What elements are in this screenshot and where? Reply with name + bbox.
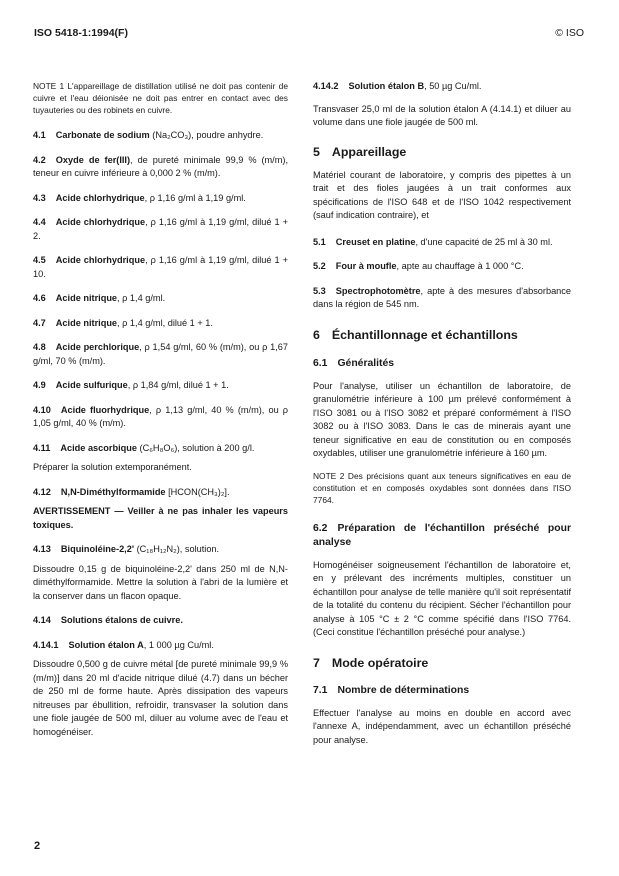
clause-4-7: 4.7 Acide nitrique, ρ 1,4 g/ml, dilué 1 + 1. — [33, 317, 213, 328]
clause-4-11-text: Préparer la solution extemporanément. — [33, 462, 192, 472]
clause-4-6: 4.6 Acide nitrique, ρ 1,4 g/ml. — [33, 293, 166, 303]
page-number: 2 — [34, 840, 41, 852]
clause-4-13-text: Dissoudre 0,15 g de biquinoléine-2,2' dans 250 ml de N,N-diméthylformamide. Mettre la solution à l'abri de la lumière et la conserver dans un flacon opaque. — [33, 563, 288, 601]
clause-4-14-2-text: Transvaser 25,0 ml de la solution étalon A (4.14.1) et diluer au volume dans une fiole jaugée de 500 ml. — [313, 103, 571, 127]
clause-4-9: 4.9 Acide sulfurique, ρ 1,84 g/ml, dilué 1 + 1. — [33, 380, 229, 390]
clause-4-10: 4.10 Acide fluorhydrique, ρ 1,13 g/ml, 40 % (m/m), ou ρ 1,05 g/ml, 40 % (m/m). — [33, 404, 289, 428]
subsection-6-1-text: Pour l'analyse, utiliser un échantillon de laboratoire, de granulométrie inférieure à 100 µm prélevé conformément à l'ISO 3081 ou à l'ISO 3082 et préparé conformément à l'ISO 3082 ou à l'ISO 3083. Dans le cas de minerais ayant une teneur significative en eau de constitution ou en composés oxydables, utiliser une granulométrie inférieure à 160 µm. — [313, 380, 571, 458]
warning-text: AVERTISSEMENT — Veiller à ne pas inhaler les vapeurs toxiques. — [33, 506, 288, 530]
section-5-text: Matériel courant de laboratoire, y compris des pipettes à un trait et des fioles jaugées à un trait conformes aux spécifications de l'ISO 648 et de l'ISO 1042 respectivement (sauf indication contraire), et — [313, 169, 571, 220]
clause-4-5: 4.5 Acide chlorhydrique, ρ 1,16 g/ml à 1,19 g/ml, dilué 1 + 10. — [33, 255, 288, 279]
clause-4-14-2: 4.14.2 Solution étalon B, 50 µg Cu/ml. — [313, 81, 482, 91]
clause-4-1: 4.1 Carbonate de sodium (Na₂CO₃), poudre anhydre. — [33, 130, 264, 140]
section-7-heading: 7 Mode opératoire — [313, 655, 429, 670]
clause-5-1: 5.1 Creuset en platine, d'une capacité de 25 ml à 30 ml. — [313, 236, 553, 247]
clause-4-3: 4.3 Acide chlorhydrique, ρ 1,16 g/ml à 1,19 g/ml. — [33, 192, 246, 203]
subsection-6-1-heading: 6.1 Généralités — [313, 357, 395, 369]
copyright-mark: © ISO — [555, 27, 584, 39]
subsection-6-2-text: Homogénéiser soigneusement l'échantillon de laboratoire et, en y prélevant des incréments multiples, constituer un échantillon pour analyse de telle manière qu'il soit représentatif de la totalité du contenu du récipient. Sécher l'échantillon pour analyse à 105 °C ± 2 °C comme spécifié dans l'ISO 7764. (Ceci constitue l'échantillon préséché pour analyse.) — [313, 559, 571, 637]
clause-4-14-1: 4.14.1 Solution étalon A, 1 000 µg Cu/ml. — [33, 639, 214, 650]
clause-4-8: 4.8 Acide perchlorique, ρ 1,54 g/ml, 60 % (m/m), ou ρ 1,67 g/ml, 70 % (m/m). — [33, 342, 288, 366]
clause-4-11: 4.11 Acide ascorbique (C₆H₈O₆), solution à 200 g/l. — [33, 442, 255, 453]
clause-4-14-1-text: Dissoudre 0,500 g de cuivre métal [de pureté minimale 99,9 % (m/m)] dans 20 ml d'acide nitrique dilué (4.7) dans un bécher de 250 ml de forme haute. Après dissipation des vapeurs nitreuses par ébullition, refroidir, transvaser la solution dans une fiole jaugée de 500 ml, diluer au volume avec de l'eau et homogénéiser. — [33, 659, 288, 737]
left-column — [33, 80, 288, 739]
note-1: NOTE 1 L'appareillage de distillation utilisé ne doit pas contenir de cuivre et l'eau déionisée ne doit pas entrer en contact avec des tuyauteries ou des robinets en cuivre. — [33, 81, 288, 115]
note-2: NOTE 2 Des précisions quant aux teneurs significatives en eau de constitution et en composés oxydables sont données dans l'ISO 7764. — [313, 470, 571, 505]
section-6-heading: 6 Échantillonnage et échantillons — [313, 327, 518, 342]
clause-4-2: 4.2 Oxyde de fer(III), de pureté minimale 99,9 % (m/m), teneur en cuivre inférieure à 0,000 2 % (m/m). — [33, 154, 288, 178]
subsection-7-1-heading: 7.1 Nombre de déterminations — [313, 684, 470, 696]
document-reference: ISO 5418-1:1994(F) — [34, 27, 128, 39]
clause-4-4: 4.4 Acide chlorhydrique, ρ 1,16 g/ml à 1,19 g/ml, dilué 1 + 2. — [33, 217, 288, 241]
clause-4-12: 4.12 N,N-Diméthylformamide [HCON(CH₃)₂]. — [33, 486, 230, 497]
clause-5-3: 5.3 Spectrophotomètre, apte à des mesures d'absorbance dans la région de 545 nm. — [313, 285, 571, 309]
clause-4-14: 4.14 Solutions étalons de cuivre. — [33, 615, 183, 625]
clause-5-2: 5.2 Four à moufle, apte au chauffage à 1 000 °C. — [313, 261, 524, 271]
subsection-7-1-text: Effectuer l'analyse au moins en double en accord avec l'annexe A, indépendamment, avec un échantillon préséché pour analyse. — [313, 707, 571, 745]
subsection-6-2-heading: 6.2 Préparation de l'échantillon préséché pour analyse — [313, 522, 571, 548]
clause-4-13: 4.13 Biquinoléine-2,2' (C₁₈H₁₂N₂), solution. — [33, 544, 220, 554]
section-5-heading: 5 Appareillage — [313, 144, 407, 159]
right-column — [313, 80, 571, 747]
